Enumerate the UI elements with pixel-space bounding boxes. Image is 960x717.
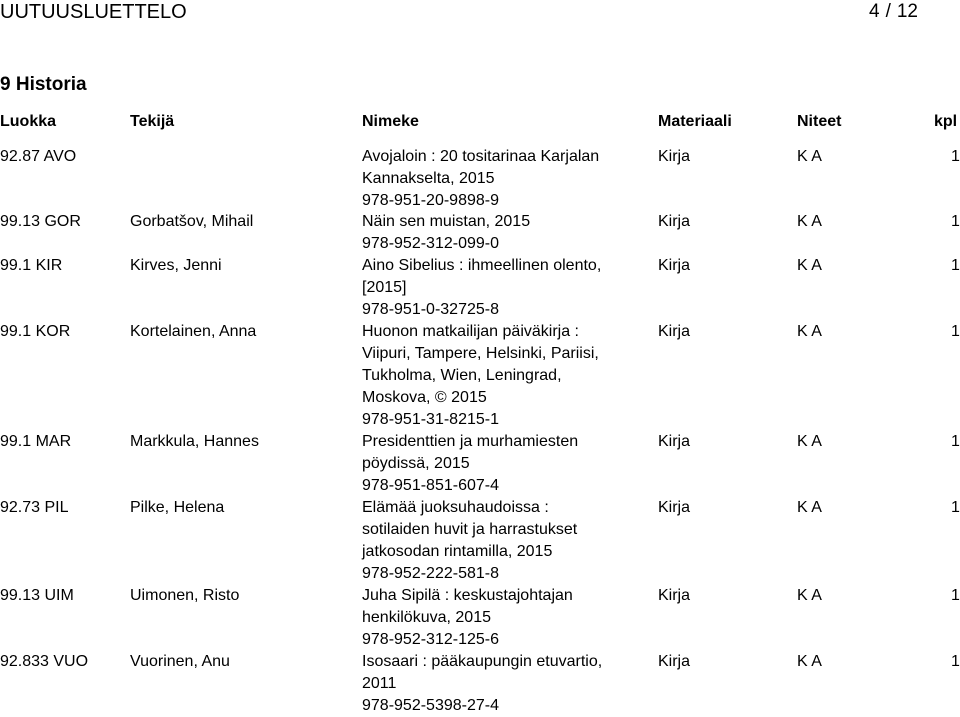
column-header-kpl: kpl — [934, 113, 958, 130]
cell-niteet: K A — [797, 587, 822, 604]
page-total: 12 — [896, 1, 918, 22]
cell-kpl: 1 — [951, 257, 960, 274]
cell-luokka: 99.13 UIM — [0, 587, 74, 604]
cell-kpl: 1 — [951, 433, 960, 450]
cell-niteet: K A — [797, 653, 822, 670]
isbn-line: 978-952-5398-27-4 — [362, 697, 499, 714]
cell-nimeke — [362, 651, 652, 717]
cell-kpl: 1 — [951, 587, 960, 604]
cell-nimeke — [362, 431, 652, 497]
cell-luokka: 99.1 KOR — [0, 323, 71, 340]
cell-materiaali: Kirja — [658, 323, 691, 340]
cell-niteet: K A — [797, 213, 822, 230]
cell-niteet: K A — [797, 499, 822, 516]
cell-niteet: K A — [797, 433, 822, 450]
cell-tekija: Kirves, Jenni — [130, 257, 222, 274]
title-line: Aino Sibelius : ihmeellinen olento, — [362, 257, 602, 274]
cell-luokka: 99.1 MAR — [0, 433, 72, 450]
cell-niteet: K A — [797, 148, 822, 165]
isbn-line: 978-952-312-099-0 — [362, 235, 499, 252]
cell-tekija: Vuorinen, Anu — [130, 653, 230, 670]
title-line: pöydissä, 2015 — [362, 455, 470, 472]
cell-materiaali: Kirja — [658, 213, 691, 230]
cell-tekija: Uimonen, Risto — [130, 587, 240, 604]
cell-materiaali: Kirja — [658, 587, 691, 604]
isbn-line: 978-951-31-8215-1 — [362, 411, 499, 428]
cell-tekija: Kortelainen, Anna — [130, 323, 257, 340]
cell-nimeke — [362, 585, 652, 651]
cell-tekija: Markkula, Hannes — [130, 433, 259, 450]
cell-tekija: Pilke, Helena — [130, 499, 225, 516]
title-line: Juha Sipilä : keskustajohtajan — [362, 587, 573, 604]
cell-niteet: K A — [797, 323, 822, 340]
isbn-line: 978-951-20-9898-9 — [362, 192, 499, 209]
cell-luokka: 92.833 VUO — [0, 653, 89, 670]
title-line: Presidenttien ja murhamiesten — [362, 433, 579, 450]
isbn-line: 978-952-312-125-6 — [362, 631, 499, 648]
title-line: Avojaloin : 20 tositarinaa Karjalan — [362, 148, 600, 165]
title-line: henkilökuva, 2015 — [362, 609, 491, 626]
title-line: Elämää juoksuhaudoissa : — [362, 499, 549, 516]
cell-kpl: 1 — [951, 148, 960, 165]
page-current: 4 — [869, 1, 880, 22]
title-line: Isosaari : pääkaupungin etuvartio, — [362, 653, 603, 670]
cell-nimeke — [362, 146, 652, 212]
title-line: Huonon matkailijan päiväkirja : — [362, 323, 579, 340]
cell-kpl: 1 — [951, 323, 960, 340]
page-indicator — [869, 0, 918, 24]
isbn-line: 978-951-851-607-4 — [362, 477, 499, 494]
column-header-nimeke: Nimeke — [362, 113, 419, 130]
cell-nimeke — [362, 497, 652, 585]
cell-luokka: 99.13 GOR — [0, 213, 81, 230]
column-header-luokka: Luokka — [0, 113, 57, 130]
title-line: sotilaiden huvit ja harrastukset — [362, 521, 578, 538]
cell-nimeke — [362, 211, 652, 255]
cell-niteet: K A — [797, 257, 822, 274]
cell-kpl: 1 — [951, 499, 960, 516]
column-header-niteet: Niteet — [797, 113, 842, 130]
cell-kpl: 1 — [951, 213, 960, 230]
cell-luokka: 92.73 PIL — [0, 499, 69, 516]
title-line: Näin sen muistan, 2015 — [362, 213, 531, 230]
column-header-tekija: Tekijä — [130, 113, 175, 130]
cell-nimeke — [362, 321, 652, 431]
title-line: Tukholma, Wien, Leningrad, — [362, 367, 562, 384]
title-line: 2011 — [362, 675, 397, 692]
cell-kpl: 1 — [951, 653, 960, 670]
page-separator: / — [885, 1, 891, 22]
cell-materiaali: Kirja — [658, 148, 691, 165]
cell-materiaali: Kirja — [658, 433, 691, 450]
column-header-materiaali: Materiaali — [658, 113, 732, 130]
cell-materiaali: Kirja — [658, 257, 691, 274]
cell-nimeke — [362, 255, 652, 321]
document-title: UUTUUSLUETTELO — [0, 1, 187, 23]
cell-tekija: Gorbatšov, Mihail — [130, 213, 254, 230]
title-line: jatkosodan rintamilla, 2015 — [362, 543, 553, 560]
section-heading: 9 Historia — [0, 74, 87, 95]
title-line: Viipuri, Tampere, Helsinki, Pariisi, — [362, 345, 599, 362]
title-line: Kannakselta, 2015 — [362, 170, 495, 187]
cell-materiaali: Kirja — [658, 653, 691, 670]
title-line: Moskova, © 2015 — [362, 389, 487, 406]
cell-materiaali: Kirja — [658, 499, 691, 516]
cell-luokka: 99.1 KIR — [0, 257, 63, 274]
title-line: [2015] — [362, 279, 407, 296]
cell-luokka: 92.87 AVO — [0, 148, 77, 165]
isbn-line: 978-951-0-32725-8 — [362, 301, 499, 318]
isbn-line: 978-952-222-581-8 — [362, 565, 499, 582]
